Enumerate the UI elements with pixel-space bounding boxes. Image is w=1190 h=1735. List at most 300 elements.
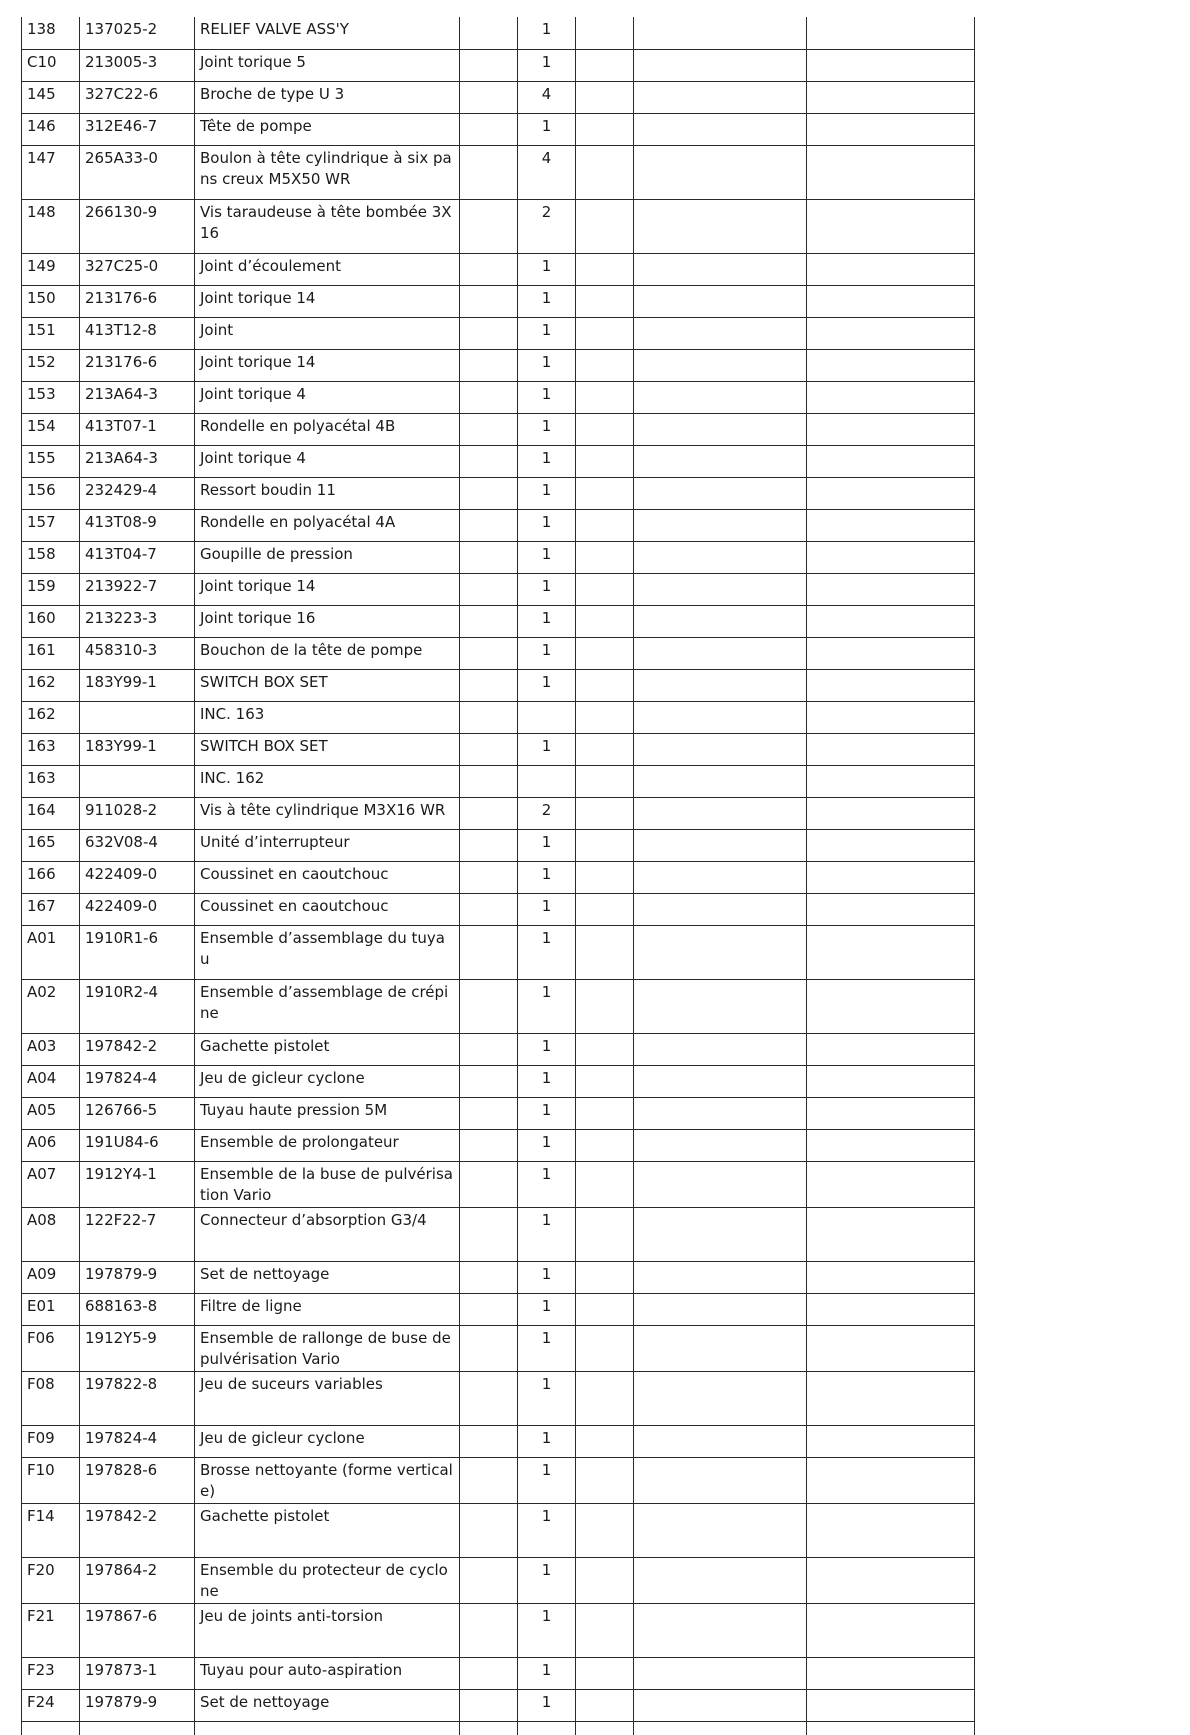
blank-cell <box>807 1721 975 1735</box>
blank-cell <box>634 413 807 445</box>
blank-cell <box>634 1097 807 1129</box>
part-number-cell: 197824-4 <box>80 1425 195 1457</box>
description-cell: Unité d’interrupteur <box>195 829 460 861</box>
blank-cell <box>634 17 807 49</box>
quantity-cell: 1 <box>518 1657 576 1689</box>
blank-cell <box>807 979 975 1033</box>
table-row <box>22 1207 975 1261</box>
description-cell: Ensemble de rallonge de buse de pulvérisation Vario <box>195 1325 460 1371</box>
description-cell: Tuyau pour auto-aspiration <box>195 1657 460 1689</box>
blank-cell <box>460 1129 518 1161</box>
item-cell: 166 <box>22 861 80 893</box>
quantity-cell: 1 <box>518 49 576 81</box>
item-cell: 167 <box>22 893 80 925</box>
blank-cell <box>634 1325 807 1371</box>
blank-cell <box>576 979 634 1033</box>
table-row <box>22 1557 975 1603</box>
description-cell: Filtre de ligne <box>195 1293 460 1325</box>
blank-cell <box>460 49 518 81</box>
blank-cell <box>576 669 634 701</box>
blank-cell <box>807 317 975 349</box>
blank-cell <box>634 113 807 145</box>
item-cell: 154 <box>22 413 80 445</box>
part-number-cell: 197879-9 <box>80 1261 195 1293</box>
blank-cell <box>460 145 518 199</box>
quantity-cell: 1 <box>518 669 576 701</box>
blank-cell <box>807 509 975 541</box>
blank-cell <box>634 1065 807 1097</box>
blank-cell <box>576 285 634 317</box>
blank-cell <box>634 797 807 829</box>
table-row <box>22 669 975 701</box>
quantity-cell: 1 <box>518 637 576 669</box>
table-row <box>22 1161 975 1207</box>
description-cell: Joint torique 4 <box>195 445 460 477</box>
blank-cell <box>576 605 634 637</box>
blank-cell <box>460 765 518 797</box>
blank-cell <box>807 701 975 733</box>
blank-cell <box>576 113 634 145</box>
description-cell: Jeu de gicleur cyclone <box>195 1065 460 1097</box>
table-row <box>22 1033 975 1065</box>
blank-cell <box>634 701 807 733</box>
blank-cell <box>576 199 634 253</box>
blank-cell <box>460 1293 518 1325</box>
description-cell: Jeu de suceurs variables <box>195 1371 460 1425</box>
quantity-cell: 1 <box>518 17 576 49</box>
table-row <box>22 253 975 285</box>
table-row <box>22 113 975 145</box>
blank-cell <box>576 413 634 445</box>
description-cell: Joint torique 14 <box>195 573 460 605</box>
blank-cell <box>460 1457 518 1503</box>
item-cell: 162 <box>22 669 80 701</box>
blank-cell <box>634 1457 807 1503</box>
blank-cell <box>807 1033 975 1065</box>
blank-cell <box>460 733 518 765</box>
item-cell: 161 <box>22 637 80 669</box>
table-row <box>22 1503 975 1557</box>
quantity-cell: 1 <box>518 1503 576 1557</box>
blank-cell <box>807 1065 975 1097</box>
blank-cell <box>807 605 975 637</box>
part-number-cell: 197879-9 <box>80 1689 195 1721</box>
blank-cell <box>460 1161 518 1207</box>
item-cell: F08 <box>22 1371 80 1425</box>
blank-cell <box>634 1721 807 1735</box>
blank-cell <box>460 477 518 509</box>
quantity-cell: 1 <box>518 541 576 573</box>
blank-cell <box>576 349 634 381</box>
part-number-cell <box>80 1721 195 1735</box>
quantity-cell: 1 <box>518 1457 576 1503</box>
description-cell: Vis à tête cylindrique M3X16 WR <box>195 797 460 829</box>
blank-cell <box>576 733 634 765</box>
blank-cell <box>460 1721 518 1735</box>
table-row <box>22 893 975 925</box>
blank-cell <box>576 925 634 979</box>
description-cell: Ensemble du protecteur de cyclone <box>195 1557 460 1603</box>
blank-cell <box>576 1261 634 1293</box>
description-cell: RELIEF VALVE ASS'Y <box>195 17 460 49</box>
blank-cell <box>807 1261 975 1293</box>
part-number-cell: 312E46-7 <box>80 113 195 145</box>
part-number-cell: 327C25-0 <box>80 253 195 285</box>
description-cell: Broche de type U 3 <box>195 81 460 113</box>
parts-list-page <box>21 17 975 1735</box>
blank-cell <box>807 445 975 477</box>
blank-cell <box>576 797 634 829</box>
blank-cell <box>460 1557 518 1603</box>
table-row <box>22 1371 975 1425</box>
quantity-cell: 1 <box>518 477 576 509</box>
blank-cell <box>460 317 518 349</box>
description-cell: Rondelle en polyacétal 4A <box>195 509 460 541</box>
blank-cell <box>460 1425 518 1457</box>
blank-cell <box>807 1293 975 1325</box>
blank-cell <box>807 1689 975 1721</box>
quantity-cell: 1 <box>518 317 576 349</box>
blank-cell <box>460 861 518 893</box>
part-number-cell: 213176-6 <box>80 285 195 317</box>
item-cell: C10 <box>22 49 80 81</box>
quantity-cell: 1 <box>518 381 576 413</box>
item-cell: A03 <box>22 1033 80 1065</box>
blank-cell <box>576 893 634 925</box>
part-number-cell: 413T04-7 <box>80 541 195 573</box>
part-number-cell: 122F22-7 <box>80 1207 195 1261</box>
table-row <box>22 81 975 113</box>
blank-cell <box>460 1207 518 1261</box>
part-number-cell: 197842-2 <box>80 1033 195 1065</box>
part-number-cell: 1910R1-6 <box>80 925 195 979</box>
table-row <box>22 637 975 669</box>
item-cell: 146 <box>22 113 80 145</box>
blank-cell <box>634 925 807 979</box>
blank-cell <box>460 349 518 381</box>
blank-cell <box>807 541 975 573</box>
blank-cell <box>807 17 975 49</box>
description-cell: SWITCH BOX SET <box>195 669 460 701</box>
item-cell: A06 <box>22 1129 80 1161</box>
blank-cell <box>576 765 634 797</box>
table-row <box>22 765 975 797</box>
blank-cell <box>460 979 518 1033</box>
blank-cell <box>634 285 807 317</box>
blank-cell <box>807 349 975 381</box>
quantity-cell: 1 <box>518 733 576 765</box>
item-cell: 153 <box>22 381 80 413</box>
part-number-cell: 327C22-6 <box>80 81 195 113</box>
table-row <box>22 413 975 445</box>
description-cell: Gachette pistolet <box>195 1503 460 1557</box>
table-row <box>22 573 975 605</box>
item-cell: F21 <box>22 1603 80 1657</box>
item-cell: A04 <box>22 1065 80 1097</box>
part-number-cell: 1910R2-4 <box>80 979 195 1033</box>
quantity-cell: 1 <box>518 829 576 861</box>
blank-cell <box>634 605 807 637</box>
blank-cell <box>634 669 807 701</box>
blank-cell <box>460 1065 518 1097</box>
description-cell: INC. 162 <box>195 765 460 797</box>
blank-cell <box>807 49 975 81</box>
part-number-cell: 213176-6 <box>80 349 195 381</box>
blank-cell <box>634 1261 807 1293</box>
part-number-cell: 413T07-1 <box>80 413 195 445</box>
blank-cell <box>576 1557 634 1603</box>
part-number-cell: 213A64-3 <box>80 381 195 413</box>
blank-cell <box>460 509 518 541</box>
blank-cell <box>460 797 518 829</box>
description-cell: Coussinet en caoutchouc <box>195 893 460 925</box>
item-cell: A01 <box>22 925 80 979</box>
part-number-cell: 911028-2 <box>80 797 195 829</box>
description-cell: Ensemble d’assemblage du tuyau <box>195 925 460 979</box>
blank-cell <box>576 317 634 349</box>
blank-cell <box>807 1557 975 1603</box>
blank-cell <box>634 381 807 413</box>
blank-cell <box>807 1325 975 1371</box>
part-number-cell: 197822-8 <box>80 1371 195 1425</box>
part-number-cell: 265A33-0 <box>80 145 195 199</box>
part-number-cell: 126766-5 <box>80 1097 195 1129</box>
blank-cell <box>807 1425 975 1457</box>
item-cell: 149 <box>22 253 80 285</box>
blank-cell <box>460 669 518 701</box>
item-cell: F20 <box>22 1557 80 1603</box>
description-cell: Joint torique 5 <box>195 49 460 81</box>
blank-cell <box>634 1207 807 1261</box>
blank-cell <box>807 1371 975 1425</box>
blank-cell <box>460 1033 518 1065</box>
item-cell: 152 <box>22 349 80 381</box>
item-cell: 138 <box>22 17 80 49</box>
blank-cell <box>460 1097 518 1129</box>
part-number-cell: 458310-3 <box>80 637 195 669</box>
item-cell: 145 <box>22 81 80 113</box>
quantity-cell: 1 <box>518 1557 576 1603</box>
item-cell: A02 <box>22 979 80 1033</box>
item-cell: 160 <box>22 605 80 637</box>
table-row <box>22 1325 975 1371</box>
part-number-cell: 183Y99-1 <box>80 733 195 765</box>
table-row <box>22 541 975 573</box>
part-number-cell: 213A64-3 <box>80 445 195 477</box>
item-cell: 150 <box>22 285 80 317</box>
blank-cell <box>576 1425 634 1457</box>
blank-cell <box>807 1457 975 1503</box>
blank-cell <box>634 1689 807 1721</box>
blank-cell <box>460 1689 518 1721</box>
blank-cell <box>807 285 975 317</box>
blank-cell <box>807 477 975 509</box>
quantity-cell: 1 <box>518 979 576 1033</box>
description-cell: Rondelle en polyacétal 4B <box>195 413 460 445</box>
blank-cell <box>576 1207 634 1261</box>
description-cell: Vis taraudeuse à tête bombée 3X16 <box>195 199 460 253</box>
quantity-cell: 1 <box>518 893 576 925</box>
blank-cell <box>576 477 634 509</box>
table-row <box>22 701 975 733</box>
quantity-cell: 1 <box>518 445 576 477</box>
blank-cell <box>807 145 975 199</box>
part-number-cell: 413T08-9 <box>80 509 195 541</box>
quantity-cell: 1 <box>518 1097 576 1129</box>
blank-cell <box>807 1503 975 1557</box>
description-cell: Connecteur d’absorption G3/4 <box>195 1207 460 1261</box>
blank-cell <box>576 1457 634 1503</box>
blank-cell <box>634 1425 807 1457</box>
part-number-cell: 183Y99-1 <box>80 669 195 701</box>
quantity-cell: 1 <box>518 1129 576 1161</box>
blank-cell <box>576 509 634 541</box>
table-row <box>22 1065 975 1097</box>
blank-cell <box>576 381 634 413</box>
blank-cell <box>807 253 975 285</box>
item-cell: A08 <box>22 1207 80 1261</box>
blank-cell <box>634 1371 807 1425</box>
item-cell: F23 <box>22 1657 80 1689</box>
part-number-cell: 1912Y4-1 <box>80 1161 195 1207</box>
blank-cell <box>634 861 807 893</box>
description-cell: Ensemble d’assemblage de crépine <box>195 979 460 1033</box>
blank-cell <box>807 637 975 669</box>
table-row <box>22 1657 975 1689</box>
description-cell: Joint torique 14 <box>195 349 460 381</box>
description-cell: Jeu de joints anti-torsion <box>195 1603 460 1657</box>
table-row <box>22 509 975 541</box>
quantity-cell: 1 <box>518 1261 576 1293</box>
description-cell <box>195 1721 460 1735</box>
item-cell: F06 <box>22 1325 80 1371</box>
blank-cell <box>460 829 518 861</box>
part-number-cell: 197873-1 <box>80 1657 195 1689</box>
blank-cell <box>460 17 518 49</box>
part-number-cell: 213922-7 <box>80 573 195 605</box>
blank-cell <box>807 861 975 893</box>
blank-cell <box>634 1161 807 1207</box>
part-number-cell: 413T12-8 <box>80 317 195 349</box>
blank-cell <box>460 573 518 605</box>
blank-cell <box>460 285 518 317</box>
table-row <box>22 1097 975 1129</box>
quantity-cell <box>518 701 576 733</box>
part-number-cell: 266130-9 <box>80 199 195 253</box>
blank-cell <box>807 765 975 797</box>
description-cell: Ressort boudin 11 <box>195 477 460 509</box>
table-row <box>22 605 975 637</box>
blank-cell <box>460 1503 518 1557</box>
blank-cell <box>807 381 975 413</box>
quantity-cell: 1 <box>518 509 576 541</box>
table-row <box>22 797 975 829</box>
blank-cell <box>460 253 518 285</box>
table-row <box>22 145 975 199</box>
item-cell: F10 <box>22 1457 80 1503</box>
item-cell: 156 <box>22 477 80 509</box>
part-number-cell: 197828-6 <box>80 1457 195 1503</box>
description-cell: Set de nettoyage <box>195 1261 460 1293</box>
blank-cell <box>634 573 807 605</box>
part-number-cell: 632V08-4 <box>80 829 195 861</box>
item-cell: 157 <box>22 509 80 541</box>
quantity-cell: 1 <box>518 1207 576 1261</box>
table-row <box>22 829 975 861</box>
blank-cell <box>807 893 975 925</box>
part-number-cell: 197842-2 <box>80 1503 195 1557</box>
quantity-cell: 1 <box>518 1033 576 1065</box>
blank-cell <box>576 49 634 81</box>
quantity-cell: 1 <box>518 1325 576 1371</box>
part-number-cell: 137025-2 <box>80 17 195 49</box>
description-cell: Bouchon de la tête de pompe <box>195 637 460 669</box>
blank-cell <box>460 541 518 573</box>
quantity-cell: 1 <box>518 1425 576 1457</box>
part-number-cell: 213223-3 <box>80 605 195 637</box>
blank-cell <box>460 1603 518 1657</box>
quantity-cell: 1 <box>518 1161 576 1207</box>
blank-cell <box>576 1503 634 1557</box>
blank-cell <box>634 253 807 285</box>
table-row <box>22 979 975 1033</box>
blank-cell <box>460 381 518 413</box>
quantity-cell: 1 <box>518 573 576 605</box>
part-number-cell: 191U84-6 <box>80 1129 195 1161</box>
table-row <box>22 349 975 381</box>
quantity-cell: 1 <box>518 113 576 145</box>
blank-cell <box>460 445 518 477</box>
blank-cell <box>460 1325 518 1371</box>
part-number-cell: 197824-4 <box>80 1065 195 1097</box>
item-cell: 148 <box>22 199 80 253</box>
table-row <box>22 381 975 413</box>
description-cell: Goupille de pression <box>195 541 460 573</box>
blank-cell <box>807 81 975 113</box>
table-row <box>22 1425 975 1457</box>
item-cell: 147 <box>22 145 80 199</box>
blank-cell <box>460 1261 518 1293</box>
blank-cell <box>807 829 975 861</box>
blank-cell <box>634 1033 807 1065</box>
item-cell: F14 <box>22 1503 80 1557</box>
blank-cell <box>807 797 975 829</box>
table-row <box>22 861 975 893</box>
part-number-cell: 1912Y5-9 <box>80 1325 195 1371</box>
quantity-cell: 1 <box>518 1371 576 1425</box>
blank-cell <box>807 413 975 445</box>
blank-cell <box>634 145 807 199</box>
description-cell: Set de nettoyage <box>195 1689 460 1721</box>
quantity-cell: 1 <box>518 285 576 317</box>
blank-cell <box>634 1557 807 1603</box>
blank-cell <box>634 1503 807 1557</box>
table-row <box>22 477 975 509</box>
blank-cell <box>460 605 518 637</box>
blank-cell <box>576 1603 634 1657</box>
blank-cell <box>807 733 975 765</box>
quantity-cell: 1 <box>518 413 576 445</box>
blank-cell <box>460 925 518 979</box>
table-row <box>22 1721 975 1735</box>
table-row <box>22 317 975 349</box>
description-cell: Coussinet en caoutchouc <box>195 861 460 893</box>
blank-cell <box>634 509 807 541</box>
quantity-cell: 1 <box>518 925 576 979</box>
table-row <box>22 1261 975 1293</box>
item-cell: F09 <box>22 1425 80 1457</box>
blank-cell <box>807 925 975 979</box>
